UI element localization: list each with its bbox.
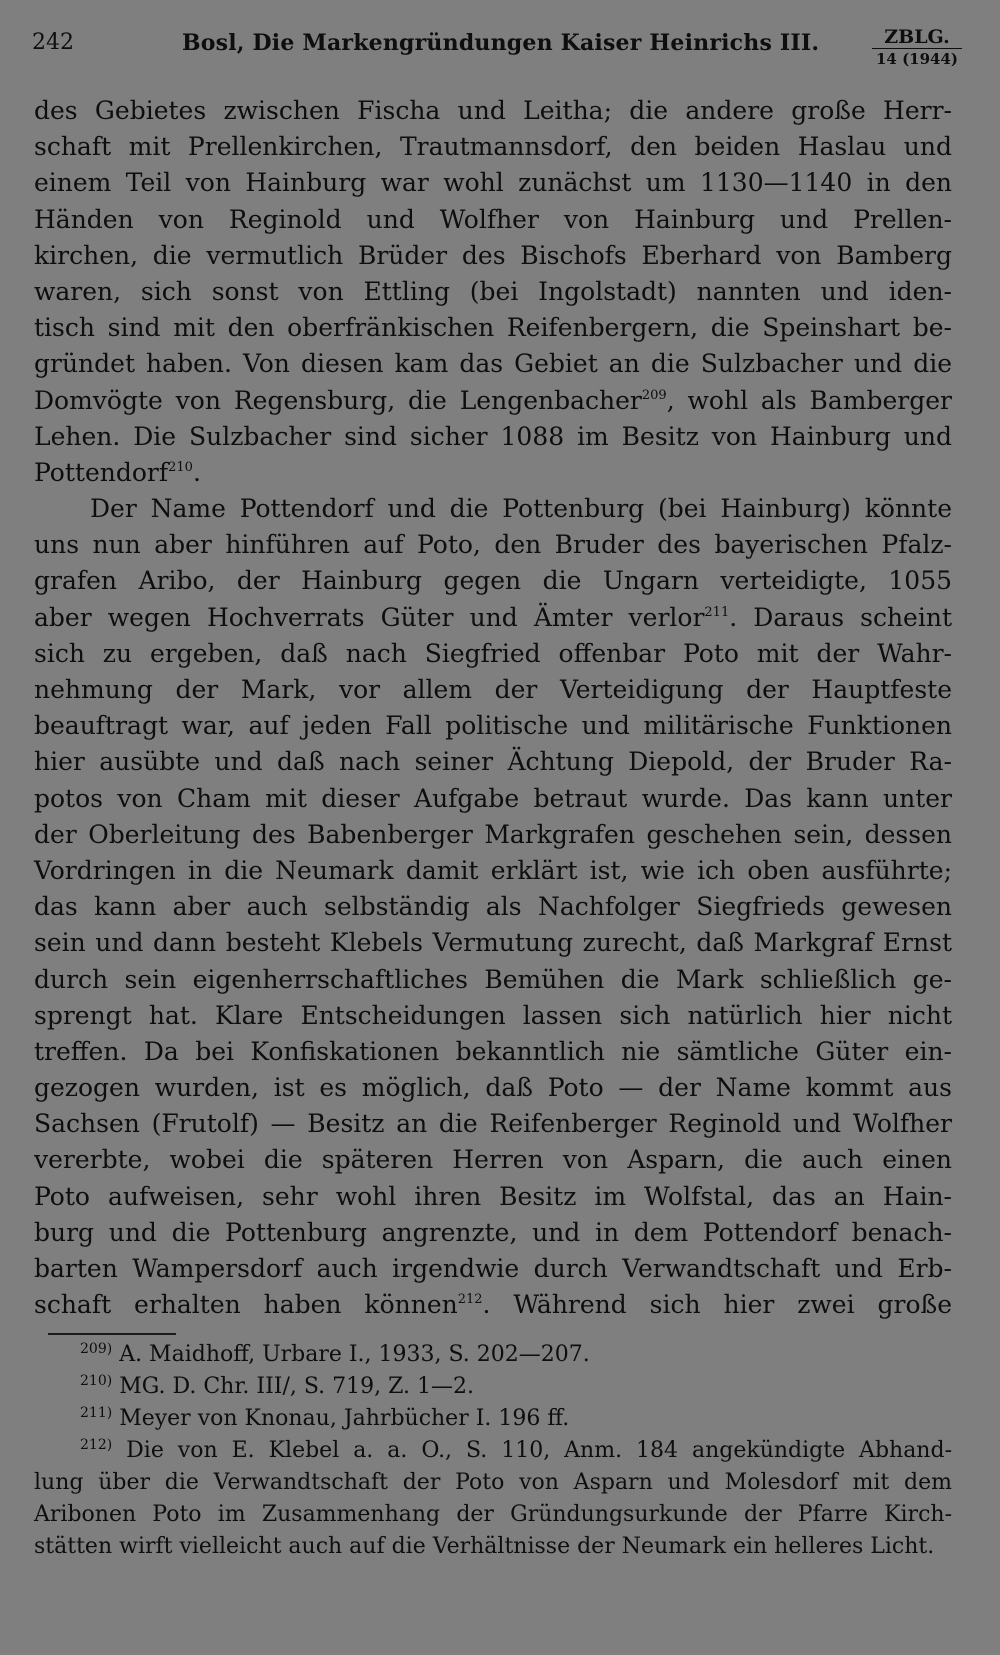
text-line: sich zu ergeben, daß nach Siegfried offenbar Poto mit der Wahr- [34,638,952,668]
text-line: einem Teil von Hainburg war wohl zunächst um 1130—1140 in den [34,168,952,198]
journal-reference [872,26,962,69]
text-line: Poto aufweisen, sehr wohl ihren Besitz im Wolfstal, das an Hain- [34,1181,952,1211]
text-line: durch sein eigenherrschaftliches Bemühen die Mark schließlich ge- [34,964,952,994]
running-title: Bosl, Die Markengründungen Kaiser Heinrichs III. [182,30,820,56]
main-text [34,93,952,1323]
text-line: kirchen, die vermutlich Brüder des Bischofs Eberhard von Bamberg [34,240,952,270]
footnote-reference[interactable]: 209 [641,387,667,403]
footnote-reference[interactable]: 212 [457,1292,483,1308]
footnotes [34,1339,952,1563]
footnote-continuation: Aribonen Poto im Zusammenhang der Gründungsurkunde der Pfarre Kirch- [34,1502,952,1527]
text-line: sein und dann besteht Klebels Vermutung zurecht, daß Markgraf Ernst [34,928,952,958]
footnote-number: 211) [80,1405,113,1421]
text-line: Vordringen in die Neumark damit erklärt ist, wie ich oben ausführte; [34,855,952,885]
text-line: gezogen wurden, ist es möglich, daß Poto — der Name kommt aus [34,1073,952,1103]
footnote-number: 212) [80,1437,113,1453]
footnote: $^{212)}$ Die von E. Klebel a. a. O., S. 110, Anm. 184 angekündigte Abhand- [80,1437,952,1463]
footnote-continuation: lung über die Verwandtschaft der Poto von Asparn und Molesdorf mit dem [34,1470,952,1495]
text-line: beauftragt war, auf jeden Fall politische und militärische Funktionen [34,711,952,741]
footnote-reference[interactable]: 210 [168,459,193,475]
footnote: $^{211)}$ Meyer von Knonau, Jahrbücher I. 196 ff. [80,1405,570,1431]
footnote-reference[interactable]: 211 [704,604,730,620]
text-line: Pottendorf$^{210}$. [34,457,201,487]
footnote-number: 209) [80,1341,113,1357]
text-line: grafen Aribo, der Hainburg gegen die Ungarn verteidigte, 1055 [34,566,952,596]
page-header [0,26,1000,66]
journal-volume: 14 (1944) [875,50,959,68]
footnote: $^{209)}$ A. Maidhoff, Urbare I., 1933, S. 202—207. [80,1341,590,1367]
text-line: Domvögte von Regensburg, die Lengenbacher$^{209}$, wohl als Bamberger [34,385,953,415]
footnote: $^{210)}$ MG. D. Chr. III/, S. 719, Z. 1—2. [80,1373,475,1399]
text-line: potos von Cham mit dieser Aufgabe betraut wurde. Das kann unter [34,783,952,813]
text-line: Der Name Pottendorf und die Pottenburg (bei Hainburg) könnte [90,494,952,524]
text-line: Händen von Reginold und Wolfher von Hainburg und Prellen- [34,204,952,234]
journal-abbreviation: ZBLG. [872,26,962,49]
text-line: tisch sind mit den oberfränkischen Reifenbergern, die Speinshart be- [34,313,952,343]
text-line: sprengt hat. Klare Entscheidungen lassen sich natürlich hier nicht [34,1000,952,1030]
text-line: aber wegen Hochverrats Güter und Ämter verlor$^{211}$. Daraus scheint [34,602,952,632]
text-line: Lehen. Die Sulzbacher sind sicher 1088 im Besitz von Hainburg und [34,421,952,451]
text-line: nehmung der Mark, vor allem der Verteidigung der Hauptfeste [34,675,952,704]
text-line: des Gebietes zwischen Fischa und Leitha; die andere große Herr- [34,96,952,125]
text-line: hier ausübte und daß nach seiner Ächtung Diepold, der Bruder Ra- [34,747,952,777]
text-line: barten Wampersdorf auch irgendwie durch Verwandtschaft und Erb- [34,1254,952,1283]
text-line: burg und die Pottenburg angrenzte, und in dem Pottendorf benach- [34,1217,952,1247]
text-line: schaft mit Prellenkirchen, Trautmannsdorf, den beiden Haslau und [34,132,952,162]
page-number: 242 [32,30,74,55]
text-line: gründet haben. Von diesen kam das Gebiet an die Sulzbacher und die [34,349,952,379]
footnote-number: 210) [80,1373,113,1389]
text-line: schaft erhalten haben können$^{212}$. Während sich hier zwei große [34,1290,952,1320]
text-line: das kann aber auch selbständig als Nachfolger Siegfrieds gewesen [34,892,952,922]
text-line: treffen. Da bei Konfiskationen bekanntlich nie sämtliche Güter ein- [34,1036,952,1066]
footnote-continuation: stätten wirft vielleicht auch auf die Verhältnisse der Neumark ein helleres Licht. [34,1534,935,1559]
text-line: der Oberleitung des Babenberger Markgrafen geschehen sein, dessen [34,819,952,849]
footnote-separator [48,1333,176,1335]
text-line: Sachsen (Frutolf) — Besitz an die Reifenberger Reginold und Wolfher [34,1109,952,1139]
text-line: waren, sich sonst von Ettling (bei Ingolstadt) nannten und iden- [34,276,952,306]
text-line: vererbte, wobei die späteren Herren von Asparn, die auch einen [34,1145,952,1175]
text-line: uns nun aber hinführen auf Poto, den Bruder des bayerischen Pfalz- [34,530,952,560]
